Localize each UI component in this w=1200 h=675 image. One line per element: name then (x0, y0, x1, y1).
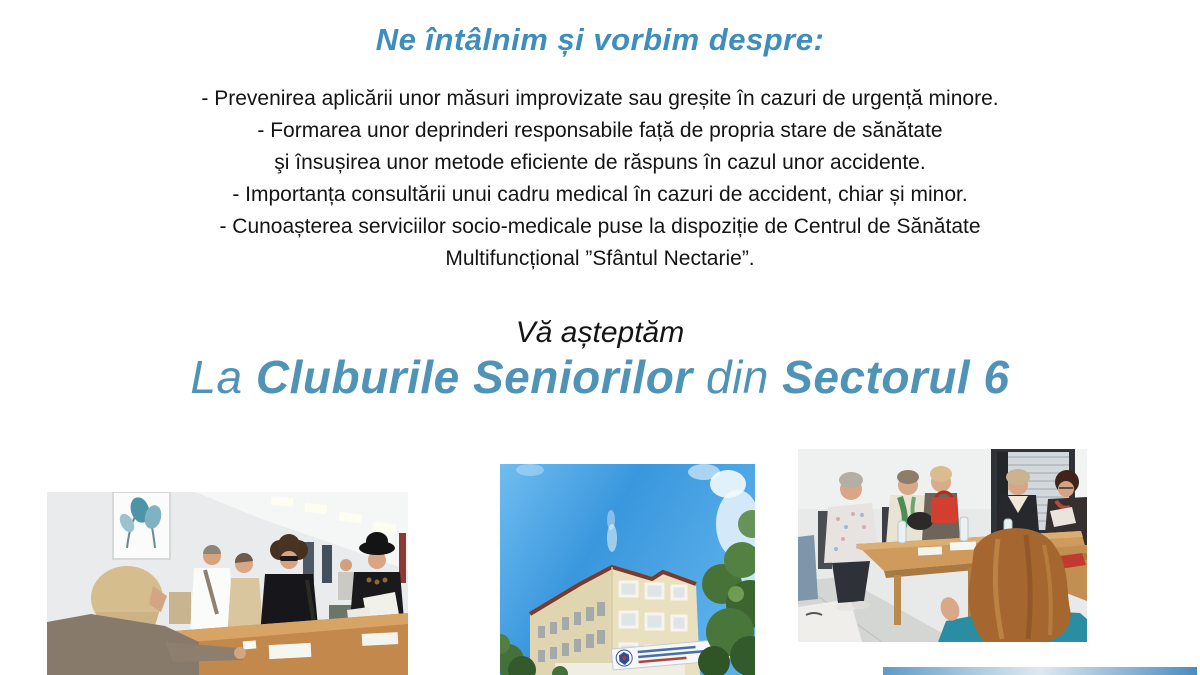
topic-line: - Importanța consultării unui cadru medical în cazuri de accident, chiar și minor. (232, 183, 968, 206)
main-title-part-cluburile: Cluburile Seniorilor (255, 351, 693, 403)
partial-photo-strip (883, 667, 1197, 675)
topic-line: Multifuncțional ”Sfântul Nectarie”. (445, 247, 755, 270)
main-title-part-la: La (190, 351, 243, 403)
topic-line: - Formarea unor deprinderi responsabile față de propria stare de sănătate (257, 119, 943, 142)
main-title-part-din: din (705, 351, 769, 403)
seniors-at-table-photo (47, 492, 408, 675)
building-illustration (500, 464, 755, 675)
club-meeting-illustration (798, 449, 1087, 642)
health-center-building-photo (500, 464, 755, 675)
topics-list (0, 83, 1200, 275)
main-title-part-sectorul: Sectorul 6 (782, 351, 1010, 403)
topic-line: - Prevenirea aplicării unor măsuri improvizate sau greșite în cazuri de urgență minore. (201, 87, 999, 110)
seniors-club-meeting-photo (798, 449, 1087, 642)
topic-line: - Cunoașterea serviciilor socio-medicale puse la dispoziție de Centrul de Sănătate (219, 215, 981, 238)
tulip-painting (113, 492, 170, 559)
topic-line: şi însușirea unor metode eficiente de răspuns în cazul unor accidente. (274, 151, 926, 174)
invitation-text: Vă așteptăm (515, 316, 685, 349)
page-title: Ne întâlnim și vorbim despre: (375, 22, 825, 57)
seniors-at-table-illustration (47, 492, 408, 675)
main-title (0, 350, 1200, 404)
